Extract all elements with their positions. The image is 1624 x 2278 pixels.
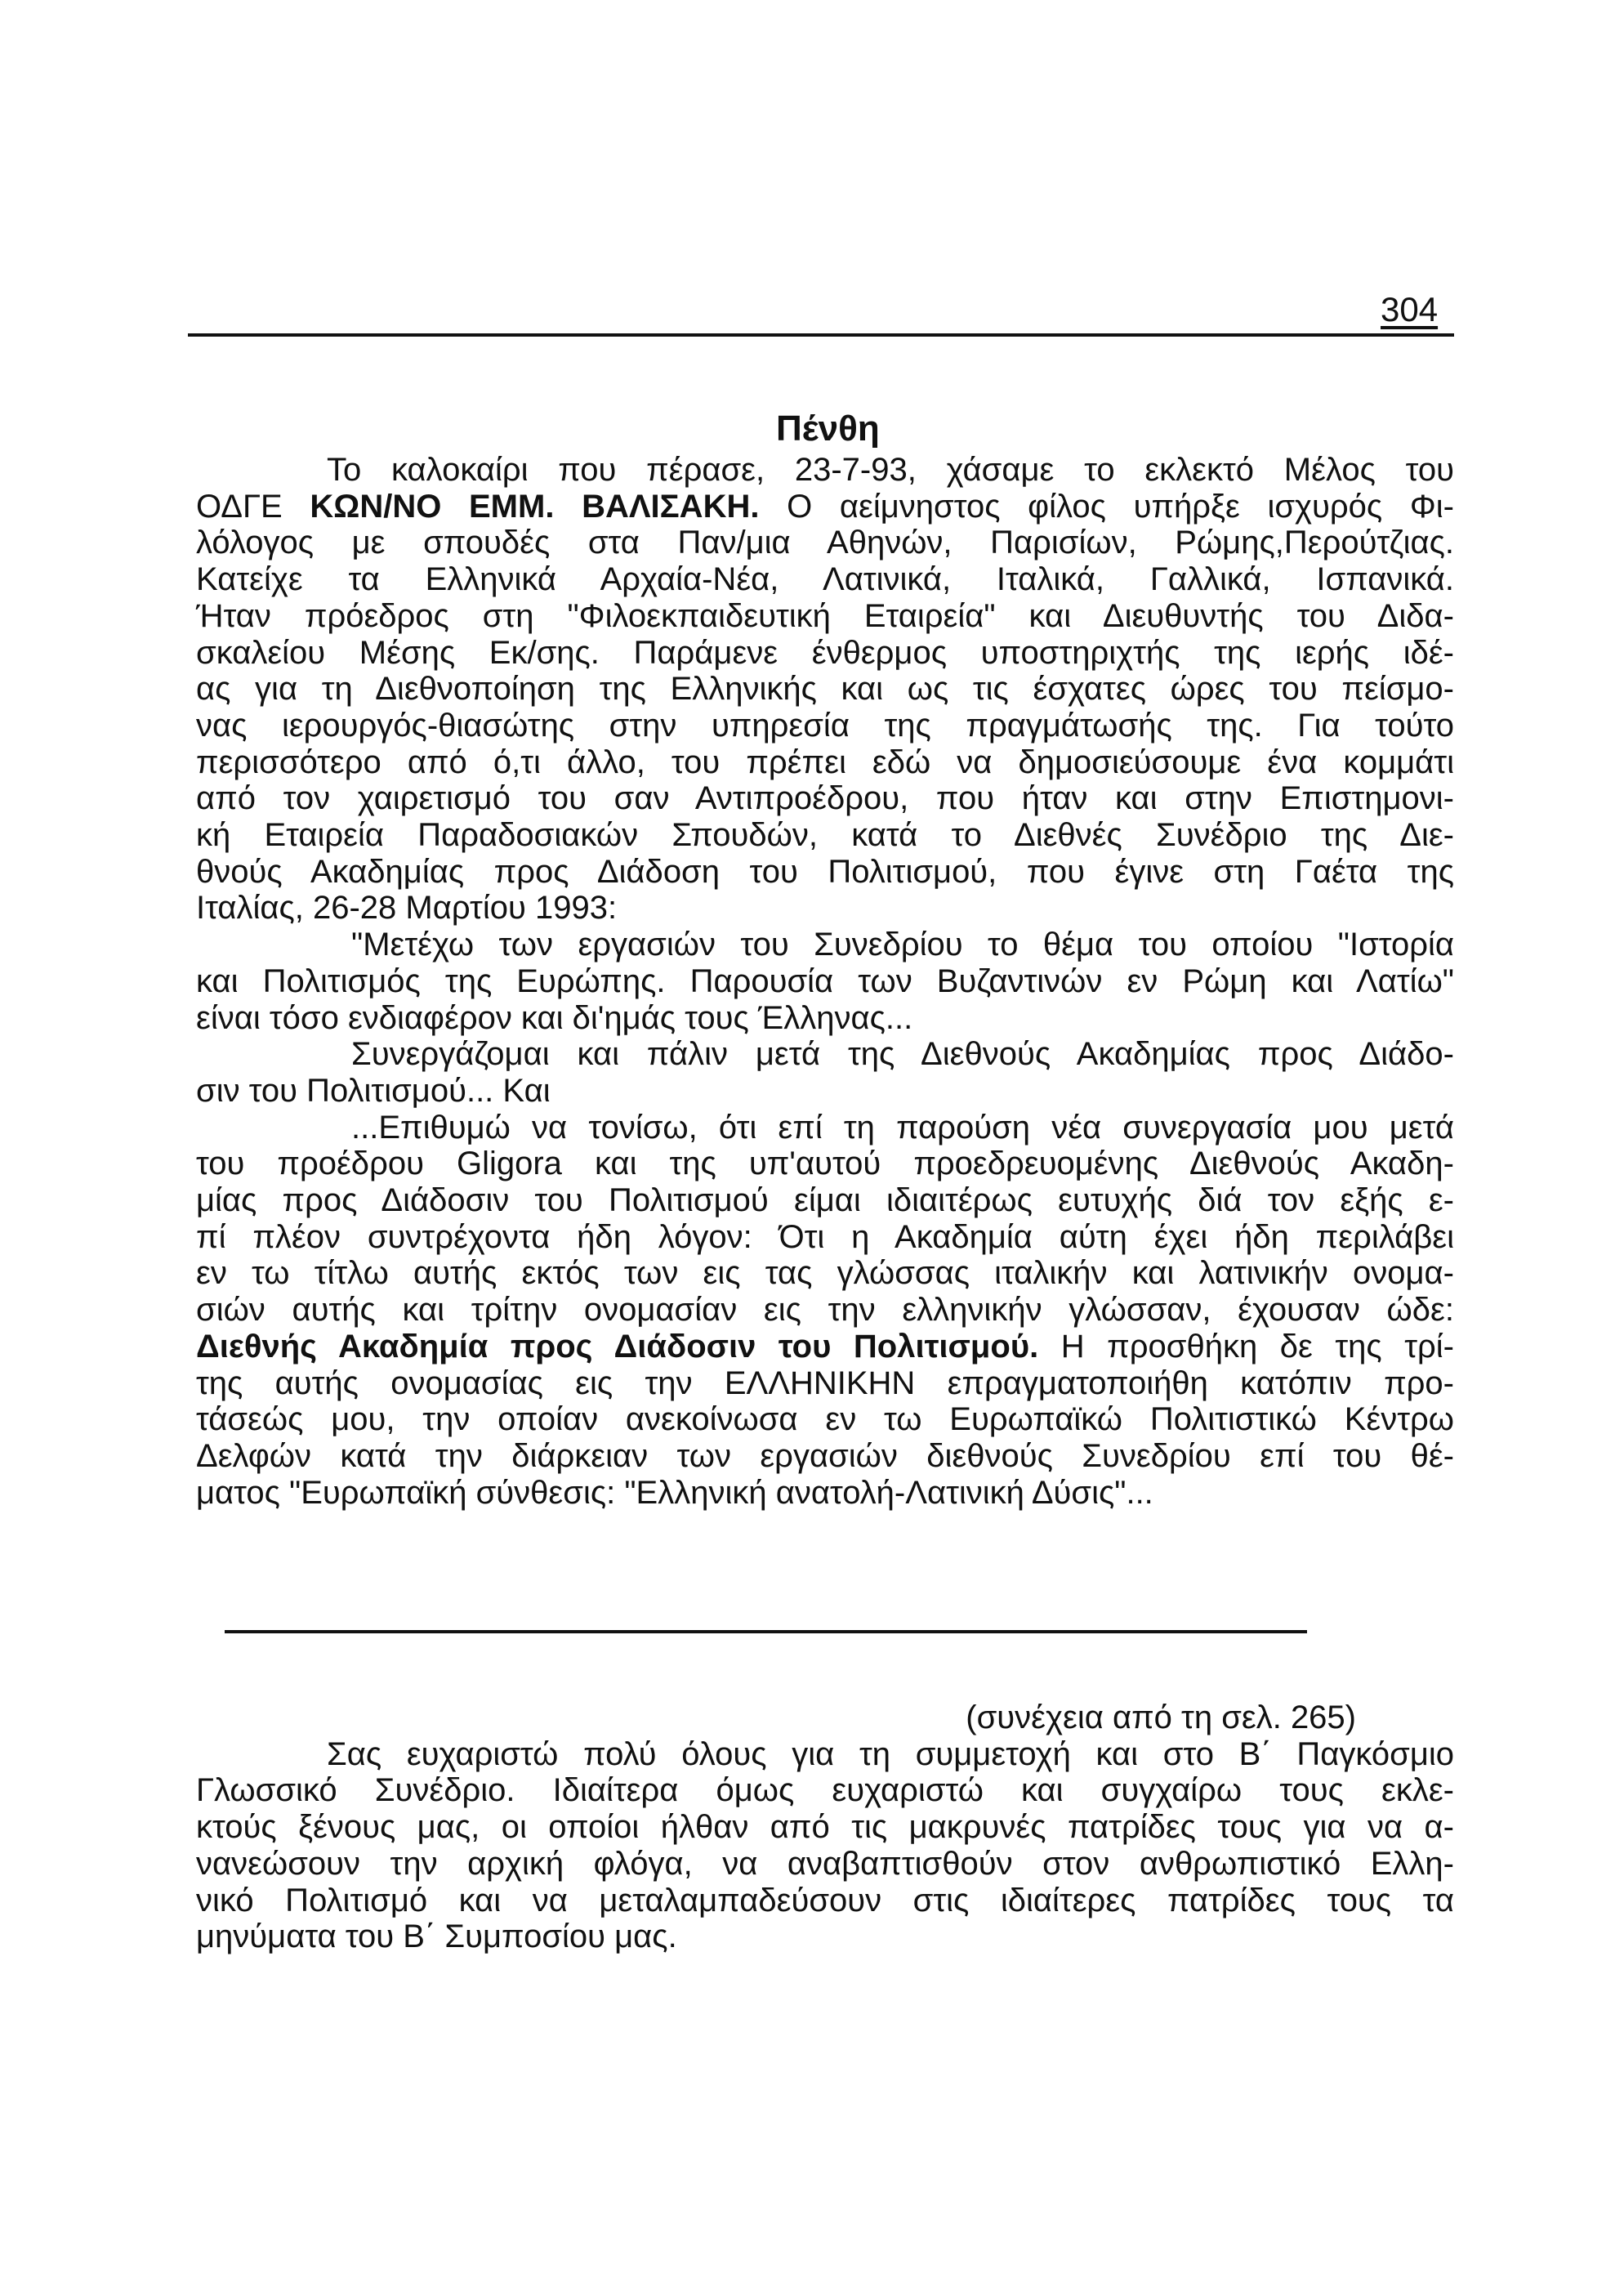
- text-line: κτούς ξένους μας, οι οποίοι ήλθαν από τις μακρυνές πατρίδες τους για να α-: [196, 1809, 1454, 1846]
- quote-line: πί πλέον συντρέχοντα ήδη λόγον: Ότι η Ακαδημία αύτη έχει ήδη περιλάβει: [196, 1218, 1454, 1255]
- quote-line: Διεθνής Ακαδημία προς Διάδοσιν του Πολιτισμού. Η προσθήκη δε της τρί-: [196, 1328, 1454, 1365]
- section-title: Πένθη: [776, 409, 880, 449]
- text-line: Το καλοκαίρι που πέρασε, 23-7-93, χάσαμε το εκλεκτό Μέλος του: [327, 452, 1454, 488]
- quote-line: τάσεώς μου, την οποίαν ανεκοίνωσα εν τω Ευρωπαϊκώ Πολιτιστικώ Κέντρω: [196, 1401, 1454, 1438]
- text-line: λόλογος με σπουδές στα Παν/μια Αθηνών, Παρισίων, Ρώμης,Περούτζιας.: [196, 525, 1454, 561]
- text-line: ΟΔΓΕ ΚΩΝ/ΝΟ ΕΜΜ. ΒΑΛΙΣΑΚΗ. Ο αείμνηστος φίλος υπήρξε ισχυρός Φι-: [196, 488, 1454, 525]
- deceased-name: ΚΩΝ/ΝΟ ΕΜΜ. ΒΑΛΙΣΑΚΗ.: [310, 488, 760, 525]
- text-line: νανεώσουν την αρχική φλόγα, να αναβαπτισθούν στον ανθρωπιστικό Ελλη-: [196, 1845, 1454, 1882]
- quote-line: του προέδρου Gligora και της υπ'αυτού προεδρευομένης Διεθνούς Ακαδη-: [196, 1146, 1454, 1182]
- text-line: Ήταν πρόεδρος στη "Φιλοεκπαιδευτική Εταιρεία" και Διευθυντής του Διδα-: [196, 597, 1454, 634]
- quote-line: και Πολιτισμός της Ευρώπης. Παρουσία των Βυζαντινών εν Ρώμη και Λατίω": [196, 963, 1454, 999]
- text-line: θνούς Ακαδημίας προς Διάδοση του Πολιτισμού, που έγινε στη Γαέτα της: [196, 853, 1454, 890]
- quote-line: της αυτής ονομασίας εις την ΕΛΛΗΝΙΚΗΝ επραγματοποιήθη κατόπιν προ-: [196, 1365, 1454, 1401]
- quote-line: είναι τόσο ενδιαφέρον και δι'ημάς τους Έλληνας...: [196, 999, 913, 1036]
- text-line: σκαλείου Μέσης Εκ/σης. Παράμενε ένθερμος υποστηριχτής της ιερής ιδέ-: [196, 634, 1454, 671]
- text-line: περισσότερο από ό,τι άλλο, του πρέπει εδώ να δημοσιεύσουμε ένα κομμάτι: [196, 744, 1454, 780]
- obituary-text: [196, 452, 1454, 1511]
- quote-line: "Μετέχω των εργασιών του Συνεδρίου το θέμα του οποίου "Ιστορία: [351, 927, 1454, 963]
- text-line: νας ιερουργός-θιασώτης στην υπηρεσία της πραγμάτωσής της. Για τούτο: [196, 707, 1454, 744]
- text-line: κή Εταιρεία Παραδοσιακών Σπουδών, κατά το Διεθνές Συνέδριο της Διε-: [196, 817, 1454, 854]
- text-line: νικό Πολιτισμό και να μεταλαμπαδεύσουν στις ιδιαίτερες πατρίδες τους τα: [196, 1882, 1454, 1918]
- continuation-text: [196, 1700, 1454, 1955]
- quote-line: σιών αυτής και τρίτην ονομασίαν εις την ελληνικήν γλώσσαν, έχουσαν ώδε:: [196, 1292, 1454, 1329]
- text-line: Κατείχε τα Ελληνικά Αρχαία-Νέα, Λατινικά, Ιταλικά, Γαλλικά, Ισπανικά.: [196, 561, 1454, 598]
- quote-line: Συνεργάζομαι και πάλιν μετά της Διεθνούς Ακαδημίας προς Διάδο-: [351, 1036, 1454, 1073]
- page-number: 304: [1381, 290, 1439, 328]
- header-rule: [188, 333, 1454, 337]
- text-line: από τον χαιρετισμό του σαν Αντιπροέδρου, που ήταν και στην Επιστημονι-: [196, 780, 1454, 817]
- text-line: ας για τη Διεθνοποίηση της Ελληνικής και ως τις έσχατες ώρες του πείσμο-: [196, 671, 1454, 708]
- quote-line: Δελφών κατά την διάρκειαν των εργασιών διεθνούς Συνεδρίου επί του θέ-: [196, 1437, 1454, 1474]
- text-line: Σας ευχαριστώ πολύ όλους για τη συμμετοχή και στο Β΄ Παγκόσμιο: [327, 1735, 1454, 1772]
- text-line: Γλωσσικό Συνέδριο. Ιδιαίτερα όμως ευχαριστώ και συγχαίρω τους εκλε-: [196, 1772, 1454, 1809]
- quote-line: ...Επιθυμώ να τονίσω, ότι επί τη παρούση νέα συνεργασία μου μετά: [351, 1109, 1454, 1146]
- section-separator: [225, 1630, 1307, 1633]
- academy-name: Διεθνής Ακαδημία προς Διάδοσιν του Πολιτισμού.: [196, 1328, 1039, 1365]
- text-line: Ιταλίας, 26-28 Μαρτίου 1993:: [196, 890, 618, 927]
- quote-line: σιν του Πολιτισμού... Και: [196, 1072, 551, 1109]
- text-line: μηνύματα του Β΄ Συμποσίου μας.: [196, 1918, 677, 1955]
- quote-line: εν τω τίτλω αυτής εκτός των εις τας γλώσσας ιταλικήν και λατινικήν ονομα-: [196, 1255, 1454, 1292]
- continuation-note: (συνέχεια από τη σελ. 265): [966, 1700, 1356, 1735]
- quote-line: μίας προς Διάδοσιν του Πολιτισμού είμαι ιδιαιτέρως ευτυχής διά τον εξής ε-: [196, 1182, 1454, 1219]
- quote-line: ματος "Ευρωπαϊκή σύνθεσις: "Ελληνική ανατολή-Λατινική Δύσις"...: [196, 1474, 1153, 1511]
